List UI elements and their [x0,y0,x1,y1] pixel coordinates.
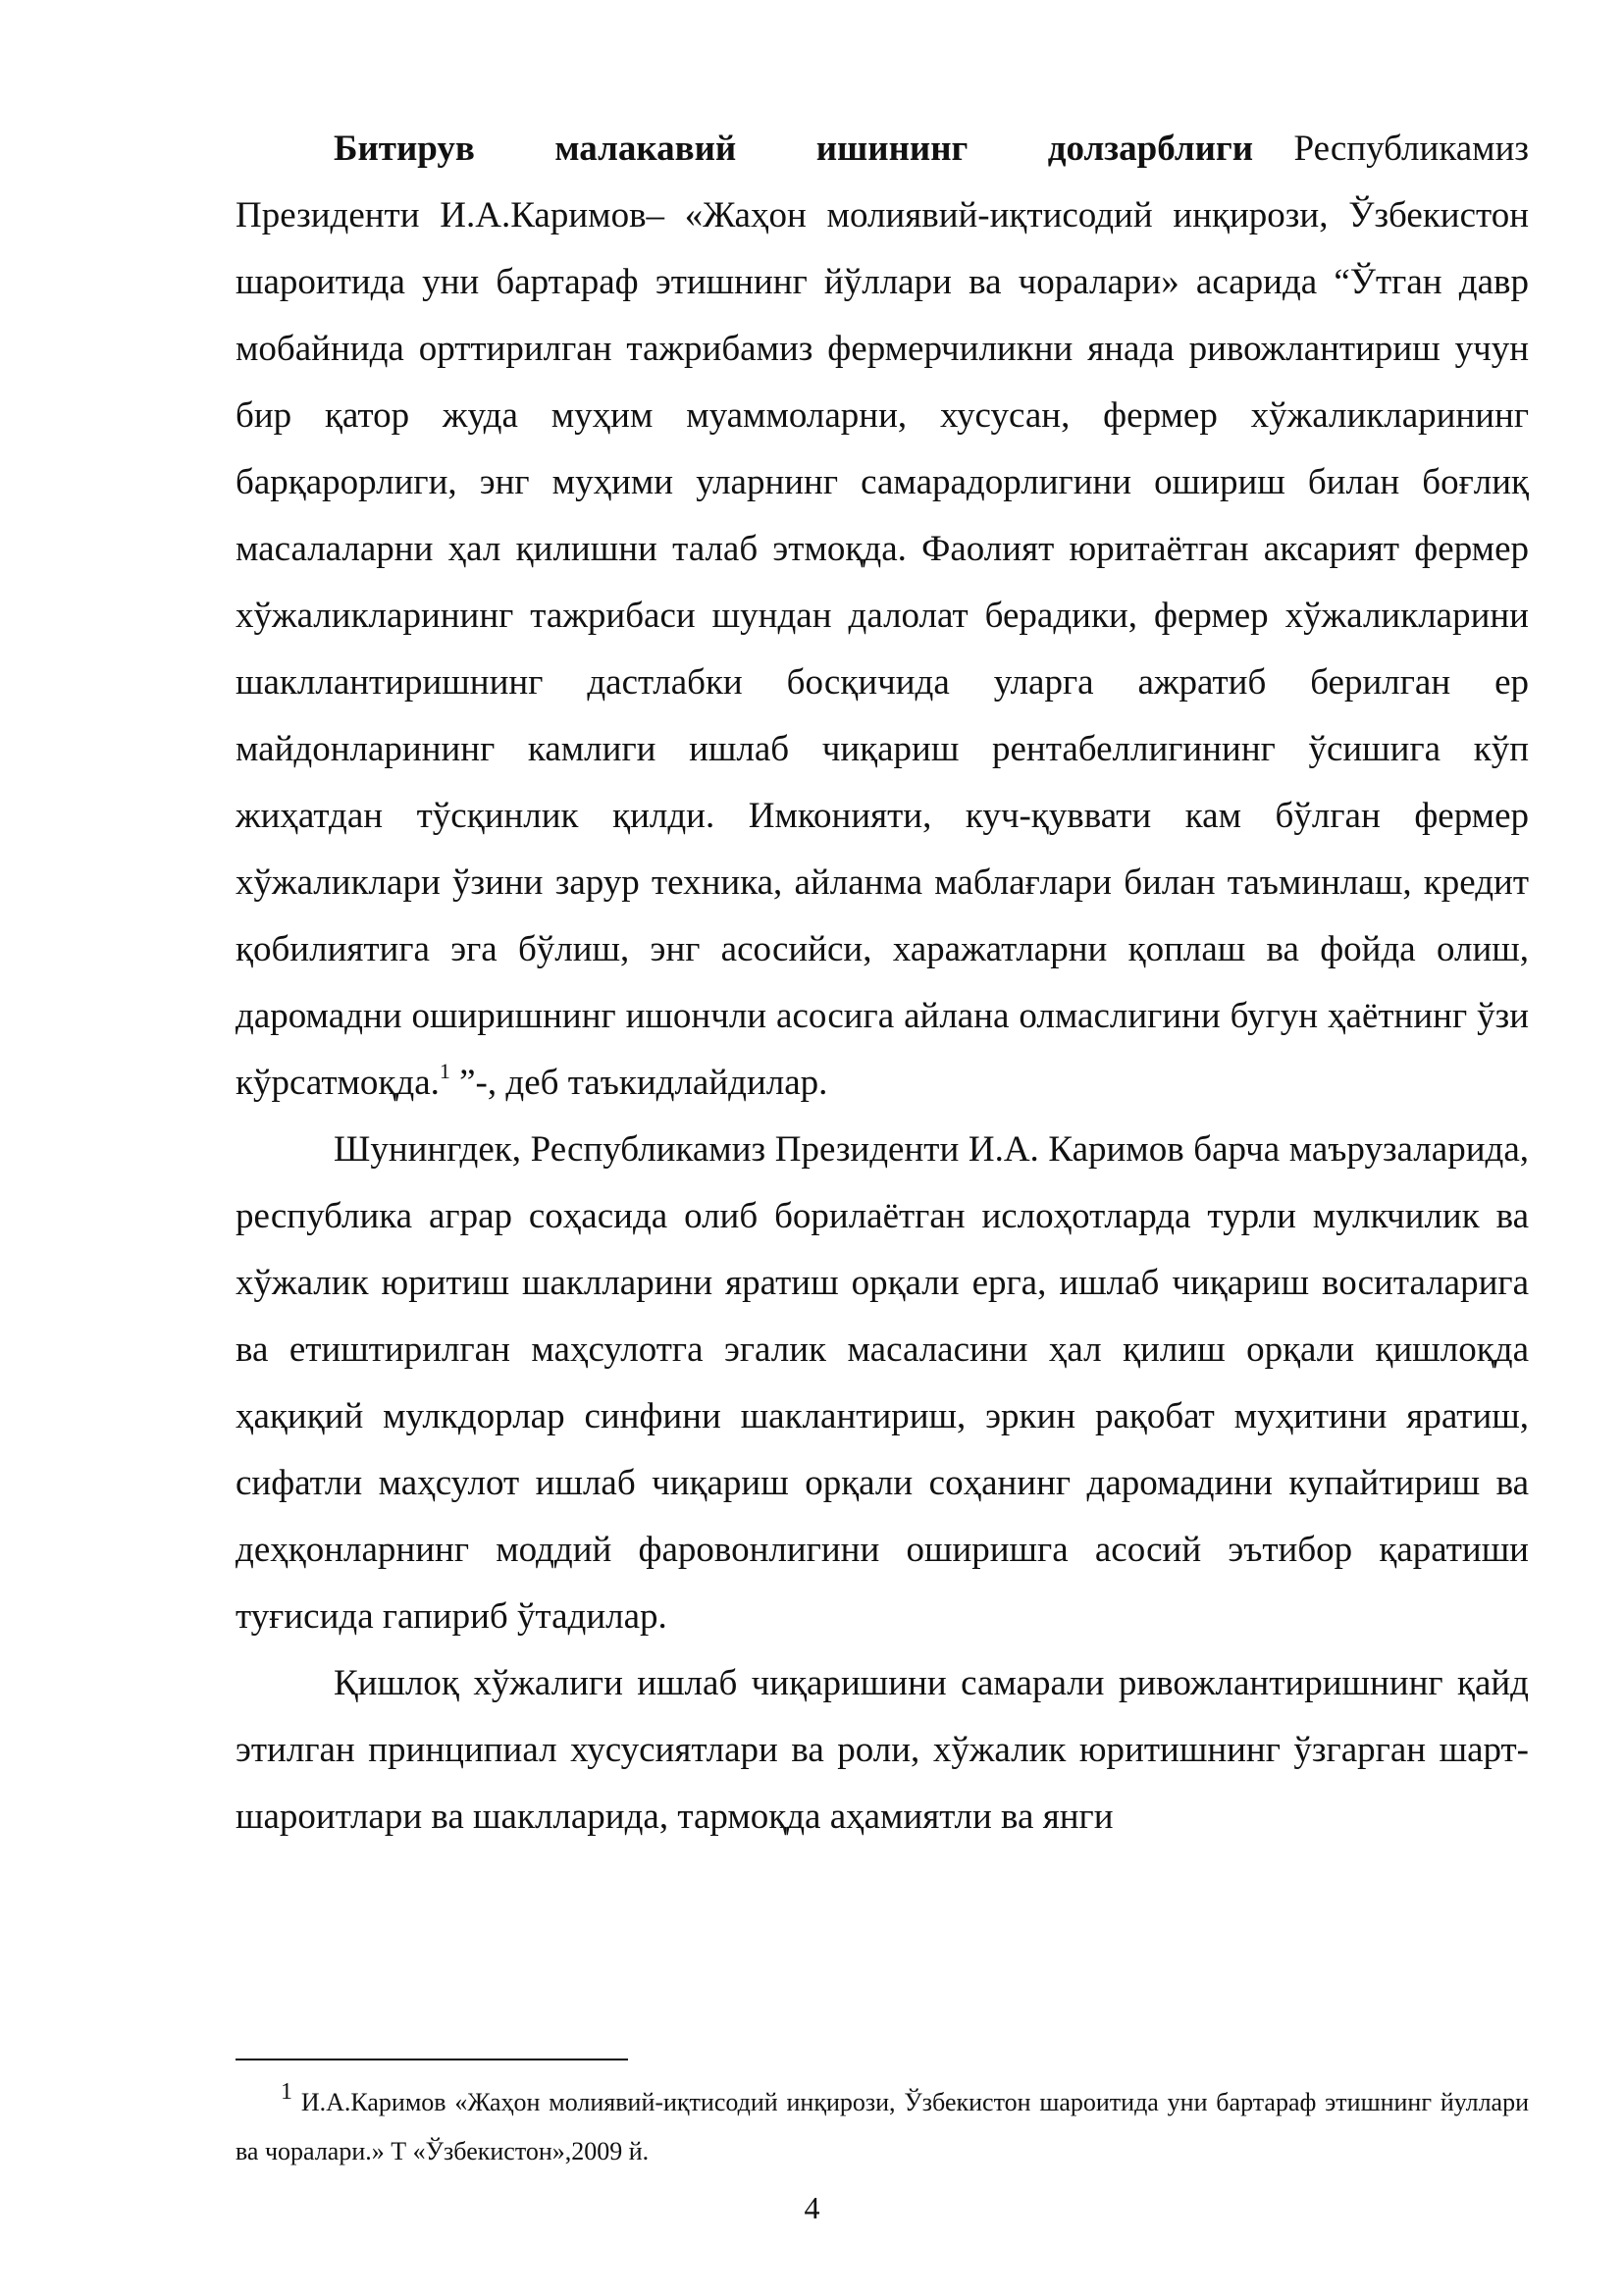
paragraph-agriculture: Қишлоқ хўжалиги ишлаб чиқаришини самарали ривожлантиришнинг қайд этилган принципиал хусусиятлари ва роли, хўжалик юритишнинг ўзгарган шарт-шароитлари ва шаклларида, тармоқда аҳамиятли ва янги [236,1663,1529,1837]
document-page [236,116,1529,1851]
paragraph-tail: ”-, деб таъкидлайдилар. [449,1063,828,1103]
footnote-separator [236,2059,628,2060]
paragraph-text: Республикамиз Президенти И.А.Каримов– «Жаҳон молиявий-иқтисодий инқирози, Ўзбекистон шароитида уни бартараф этишнинг йўллари ва чоралари» асарида “Ўтган давр мобайнида орттирилган тажрибамиз фермерчиликни янада ривожлантириш учун бир қатор жуда муҳим муаммоларни, хусусан, фермер хўжаликларининг барқарорлиги, энг муҳими уларнинг самарадорлигини ошириш билан боғлиқ масалаларни ҳал қилишни талаб этмоқда. Фаолият юритаётган аксарият фермер хўжаликларининг тажрибаси шундан далолат берадики, фермер хўжаликларини шакллантиришнинг дастлабки босқичида уларга ажратиб берилган ер майдонларининг камлиги ишлаб чиқариш рентабеллигининг ўсишига кўп жиҳатдан тўсқинлик қилди. Имконияти, куч-қуввати кам бўлган фермер хўжаликлари ўзини зарур техника, айланма маблағлари билан таъминлаш, кредит қобилиятига эга бўлиш, энг асосийси, харажатларни қоплаш ва фойда олиш, даромадни оширишнинг ишончли асосига айлана олмаслигини бугун ҳаётнинг ўзи кўрсатмоқда. [236,129,1529,1103]
footnote [236,2078,1529,2176]
section-heading-inline: Битирув малакавий ишининг долзарблиги [334,129,1254,169]
page-number: 4 [804,2190,820,2225]
footnote-reference[interactable]: 1 [439,1059,450,1083]
footnote-text: И.А.Каримов «Жаҳон молиявий-иқтисодий инқирози, Ўзбекистон шароитида уни бартараф этишнинг йуллари ва чоралари.» Т «Ўзбекистон»,2009 й. [236,2088,1529,2165]
paragraph-president-reports: Шунингдек, Республикамиз Президенти И.А. Каримов барча маърузаларида, республика аграр соҳасида олиб борилаётган ислоҳотларда турли мулкчилик ва хўжалик юритиш шаклларини яратиш орқали ерга, ишлаб чиқариш воситаларига ва етиштирилган маҳсулотга эгалик масаласини ҳал қилиш орқали қишлоқда ҳақиқий мулкдорлар синфини шаклантириш, эркин рақобат муҳитини яратиш, сифатли маҳсулот ишлаб чиқариш орқали соҳанинг даромадини купайтириш ва деҳқонларнинг моддий фаровонлигини оширишга асосий эътибор қаратиши туғисида гапириб ўтадилар. [236,1129,1529,1637]
footnote-number: 1 [281,2079,292,2105]
paragraph-relevance [236,116,1529,1117]
